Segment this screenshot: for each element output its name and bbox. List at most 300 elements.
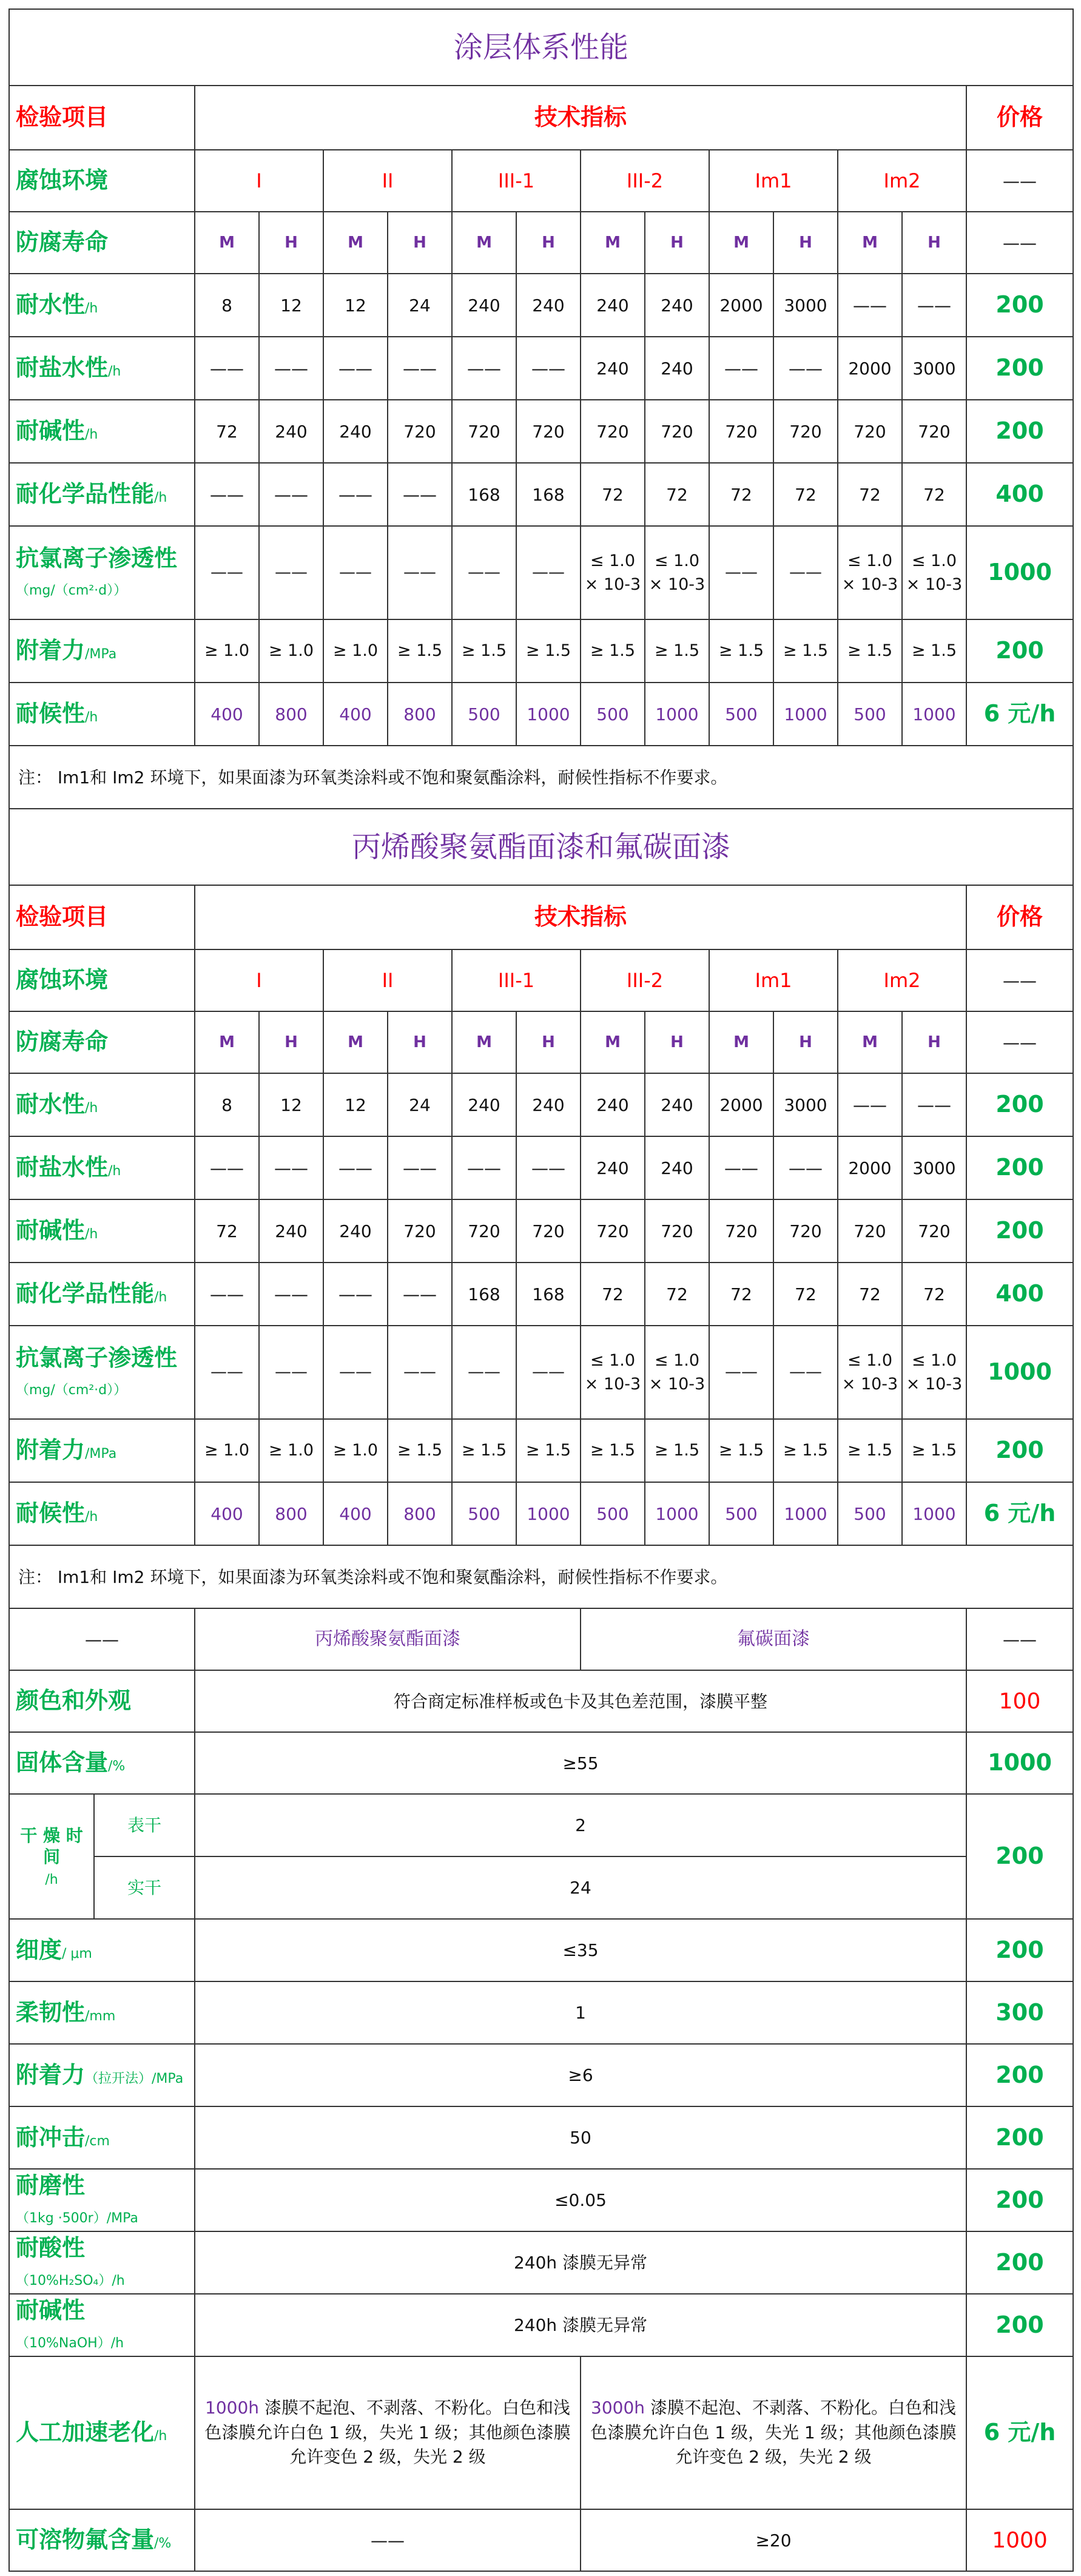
grade-cell: H bbox=[388, 212, 452, 274]
value-cell: 2000 bbox=[838, 1136, 902, 1199]
value-cell: 500 bbox=[452, 683, 516, 746]
property-row bbox=[9, 400, 1073, 463]
value-cell: 72 bbox=[195, 400, 259, 463]
surface-dry-label: 表干 bbox=[94, 1794, 195, 1856]
property-label: 耐化学品性能/h bbox=[9, 1263, 195, 1326]
fluorine-price: 1000 bbox=[966, 2509, 1073, 2571]
value-cell: —— bbox=[516, 1136, 581, 1199]
value-cell: 240 bbox=[581, 1136, 645, 1199]
env-cell: III-2 bbox=[581, 949, 709, 1011]
value-cell: 1000 bbox=[773, 1482, 838, 1545]
acid-row bbox=[9, 2231, 1073, 2294]
grade-cell: H bbox=[902, 212, 966, 274]
value-cell: 240 bbox=[259, 400, 323, 463]
property-row bbox=[9, 1482, 1073, 1545]
flexibility-row bbox=[9, 1981, 1073, 2044]
env-label: 腐蚀环境 bbox=[9, 949, 195, 1011]
value-cell: 240 bbox=[581, 1073, 645, 1136]
acrylic-ageing-value: 1000h 漆膜不起泡、不剥落、不粉化。白色和浅色漆膜允许白色 1 级，失光 1 级；其他颜色漆膜允许变色 2 级，失光 2 级 bbox=[195, 2356, 581, 2509]
value-cell: —— bbox=[259, 1326, 323, 1419]
value-cell: 72 bbox=[709, 1263, 773, 1326]
value-cell: 500 bbox=[581, 1482, 645, 1545]
fluorocarbon-fluorine-value: ≥20 bbox=[581, 2509, 966, 2571]
value-cell: 240 bbox=[452, 1073, 516, 1136]
value-cell: ≤ 1.0× 10-3 bbox=[838, 526, 902, 619]
dry-time-label: 干 燥 时 间 /h bbox=[9, 1794, 94, 1919]
env-row bbox=[9, 150, 1073, 212]
value-cell: —— bbox=[195, 337, 259, 400]
value-cell: 168 bbox=[452, 1263, 516, 1326]
subheader-dash: —— bbox=[9, 1608, 195, 1670]
value-cell: 2000 bbox=[709, 1073, 773, 1136]
env-cell: III-1 bbox=[452, 150, 581, 212]
property-row bbox=[9, 1136, 1073, 1199]
value-cell: 72 bbox=[773, 463, 838, 526]
env-cell: Im1 bbox=[709, 949, 838, 1011]
property-label: 抗氯离子渗透性（mg/（cm²·d）） bbox=[9, 1326, 195, 1419]
property-label: 耐候性/h bbox=[9, 1482, 195, 1545]
property-label: 附着力/MPa bbox=[9, 619, 195, 683]
value-cell: 240 bbox=[516, 274, 581, 337]
value-cell: 240 bbox=[645, 1136, 709, 1199]
grade-cell: H bbox=[516, 212, 581, 274]
grade-cell: M bbox=[195, 1011, 259, 1073]
value-cell: 1000 bbox=[645, 1482, 709, 1545]
grade-cell: H bbox=[516, 1011, 581, 1073]
alkali-row bbox=[9, 2294, 1073, 2356]
env-cell: III-2 bbox=[581, 150, 709, 212]
life-label: 防腐寿命 bbox=[9, 1011, 195, 1073]
surface-dry-value: 2 bbox=[195, 1794, 966, 1856]
acid-value: 240h 漆膜无异常 bbox=[195, 2231, 966, 2294]
env-cell: Im2 bbox=[838, 150, 966, 212]
property-row bbox=[9, 1199, 1073, 1263]
value-cell: 12 bbox=[323, 1073, 388, 1136]
value-cell: 1000 bbox=[516, 1482, 581, 1545]
value-cell: —— bbox=[709, 1136, 773, 1199]
value-cell: ≤ 1.0× 10-3 bbox=[581, 526, 645, 619]
grade-cell: H bbox=[645, 1011, 709, 1073]
property-row bbox=[9, 337, 1073, 400]
value-cell: ≥ 1.5 bbox=[773, 1419, 838, 1482]
value-cell: —— bbox=[516, 337, 581, 400]
value-cell: ≥ 1.0 bbox=[259, 619, 323, 683]
value-cell: 3000 bbox=[773, 1073, 838, 1136]
value-cell: —— bbox=[452, 526, 516, 619]
value-cell: 720 bbox=[645, 1199, 709, 1263]
value-cell: ≥ 1.0 bbox=[195, 1419, 259, 1482]
fineness-row bbox=[9, 1919, 1073, 1981]
property-label: 耐水性/h bbox=[9, 274, 195, 337]
value-cell: 1000 bbox=[902, 1482, 966, 1545]
value-cell: 500 bbox=[838, 683, 902, 746]
value-cell: ≥ 1.5 bbox=[388, 1419, 452, 1482]
value-cell: 720 bbox=[388, 1199, 452, 1263]
value-cell: ≥ 1.5 bbox=[581, 1419, 645, 1482]
color-value: 符合商定标准样板或色卡及其色差范围，漆膜平整 bbox=[195, 1670, 966, 1732]
alkali-label: 耐碱性 （10%NaOH）/h bbox=[9, 2294, 195, 2356]
value-cell: 3000 bbox=[902, 1136, 966, 1199]
table-note: 注： Im1和 Im2 环境下，如果面漆为环氧类涂料或不饱和聚氨酯涂料，耐候性指标不作要求。 bbox=[9, 746, 1073, 809]
value-cell: —— bbox=[323, 1136, 388, 1199]
flexibility-label: 柔韧性/mm bbox=[9, 1981, 195, 2044]
alkali-price: 200 bbox=[966, 2294, 1073, 2356]
dry-hard-row bbox=[9, 1856, 1073, 1919]
value-cell: 240 bbox=[259, 1199, 323, 1263]
value-cell: ≥ 1.5 bbox=[709, 619, 773, 683]
value-cell: —— bbox=[452, 1136, 516, 1199]
color-label: 颜色和外观 bbox=[9, 1670, 195, 1732]
fineness-value: ≤35 bbox=[195, 1919, 966, 1981]
property-row bbox=[9, 1073, 1073, 1136]
value-cell: 400 bbox=[323, 1482, 388, 1545]
hard-dry-label: 实干 bbox=[94, 1856, 195, 1919]
life-price: —— bbox=[966, 212, 1073, 274]
value-cell: 720 bbox=[581, 400, 645, 463]
property-row bbox=[9, 526, 1073, 619]
price-cell: 200 bbox=[966, 1419, 1073, 1482]
impact-value: 50 bbox=[195, 2106, 966, 2169]
value-cell: ≤ 1.0× 10-3 bbox=[838, 1326, 902, 1419]
solid-row bbox=[9, 1732, 1073, 1794]
value-cell: 72 bbox=[838, 1263, 902, 1326]
value-cell: 800 bbox=[388, 1482, 452, 1545]
property-label: 耐化学品性能/h bbox=[9, 463, 195, 526]
value-cell: 72 bbox=[773, 1263, 838, 1326]
value-cell: 72 bbox=[709, 463, 773, 526]
value-cell: —— bbox=[195, 1136, 259, 1199]
spec-header: 技术指标 bbox=[195, 885, 966, 949]
value-cell: —— bbox=[195, 463, 259, 526]
value-cell: 72 bbox=[581, 463, 645, 526]
env-cell: I bbox=[195, 949, 323, 1011]
table-title: 丙烯酸聚氨酯面漆和氟碳面漆 bbox=[9, 809, 1073, 885]
value-cell: —— bbox=[259, 337, 323, 400]
value-cell: 12 bbox=[323, 274, 388, 337]
property-row bbox=[9, 1419, 1073, 1482]
value-cell: ≥ 1.5 bbox=[709, 1419, 773, 1482]
value-cell: 72 bbox=[645, 463, 709, 526]
value-cell: —— bbox=[709, 526, 773, 619]
value-cell: 720 bbox=[645, 400, 709, 463]
property-label: 附着力/MPa bbox=[9, 1419, 195, 1482]
value-cell: 720 bbox=[516, 1199, 581, 1263]
value-cell: —— bbox=[452, 1326, 516, 1419]
env-cell: Im2 bbox=[838, 949, 966, 1011]
value-cell: 800 bbox=[259, 1482, 323, 1545]
value-cell: 240 bbox=[323, 1199, 388, 1263]
hard-dry-value: 24 bbox=[195, 1856, 966, 1919]
value-cell: ≥ 1.5 bbox=[388, 619, 452, 683]
wear-price: 200 bbox=[966, 2169, 1073, 2231]
color-price: 100 bbox=[966, 1670, 1073, 1732]
grade-cell: M bbox=[581, 1011, 645, 1073]
value-cell: 168 bbox=[516, 1263, 581, 1326]
value-cell: 500 bbox=[709, 1482, 773, 1545]
value-cell: —— bbox=[195, 1326, 259, 1419]
price-cell: 1000 bbox=[966, 526, 1073, 619]
value-cell: ≥ 1.0 bbox=[323, 1419, 388, 1482]
flexibility-value: 1 bbox=[195, 1981, 966, 2044]
value-cell: 72 bbox=[902, 1263, 966, 1326]
value-cell: 1000 bbox=[773, 683, 838, 746]
value-cell: 1000 bbox=[645, 683, 709, 746]
value-cell: —— bbox=[388, 1263, 452, 1326]
value-cell: ≤ 1.0× 10-3 bbox=[581, 1326, 645, 1419]
life-row bbox=[9, 1011, 1073, 1073]
property-row bbox=[9, 619, 1073, 683]
property-label: 耐碱性/h bbox=[9, 400, 195, 463]
value-cell: ≥ 1.0 bbox=[195, 619, 259, 683]
property-row bbox=[9, 683, 1073, 746]
value-cell: ≥ 1.5 bbox=[452, 619, 516, 683]
wear-value: ≤0.05 bbox=[195, 2169, 966, 2231]
value-cell: 720 bbox=[902, 400, 966, 463]
value-cell: —— bbox=[259, 463, 323, 526]
value-cell: 240 bbox=[645, 274, 709, 337]
grade-cell: M bbox=[838, 1011, 902, 1073]
value-cell: —— bbox=[773, 1136, 838, 1199]
dry-surface-row bbox=[9, 1794, 1073, 1856]
value-cell: ≥ 1.5 bbox=[452, 1419, 516, 1482]
ageing-label: 人工加速老化/h bbox=[9, 2356, 195, 2509]
value-cell: —— bbox=[838, 274, 902, 337]
topcoat-subheader-row bbox=[9, 1608, 1073, 1670]
grade-cell: M bbox=[323, 212, 388, 274]
price-cell: 6 元/h bbox=[966, 683, 1073, 746]
coating-system-table bbox=[8, 8, 1074, 809]
life-price: —— bbox=[966, 1011, 1073, 1073]
value-cell: ≥ 1.5 bbox=[902, 619, 966, 683]
value-cell: 720 bbox=[516, 400, 581, 463]
solid-price: 1000 bbox=[966, 1732, 1073, 1794]
value-cell: 720 bbox=[581, 1199, 645, 1263]
grade-cell: M bbox=[452, 212, 516, 274]
fluorocarbon-ageing-value: 3000h 漆膜不起泡、不剥落、不粉化。白色和浅色漆膜允许白色 1 级，失光 1 级；其他颜色漆膜允许变色 2 级，失光 2 级 bbox=[581, 2356, 966, 2509]
life-label: 防腐寿命 bbox=[9, 212, 195, 274]
value-cell: 500 bbox=[452, 1482, 516, 1545]
value-cell: —— bbox=[773, 337, 838, 400]
grade-cell: M bbox=[709, 1011, 773, 1073]
fineness-price: 200 bbox=[966, 1919, 1073, 1981]
value-cell: 400 bbox=[195, 1482, 259, 1545]
value-cell: —— bbox=[323, 1326, 388, 1419]
value-cell: 24 bbox=[388, 1073, 452, 1136]
spec-header: 技术指标 bbox=[195, 86, 966, 150]
value-cell: ≤ 1.0× 10-3 bbox=[902, 1326, 966, 1419]
fluorine-label: 可溶物氟含量/% bbox=[9, 2509, 195, 2571]
property-label: 耐候性/h bbox=[9, 683, 195, 746]
value-cell: ≥ 1.5 bbox=[645, 1419, 709, 1482]
alkali-value: 240h 漆膜无异常 bbox=[195, 2294, 966, 2356]
value-cell: 240 bbox=[516, 1073, 581, 1136]
property-label: 耐盐水性/h bbox=[9, 337, 195, 400]
value-cell: 720 bbox=[902, 1199, 966, 1263]
value-cell: 24 bbox=[388, 274, 452, 337]
fineness-label: 细度/ μm bbox=[9, 1919, 195, 1981]
value-cell: 240 bbox=[645, 1073, 709, 1136]
value-cell: —— bbox=[323, 1263, 388, 1326]
fluorocarbon-topcoat-header: 氟碳面漆 bbox=[581, 1608, 966, 1670]
value-cell: —— bbox=[452, 337, 516, 400]
value-cell: 2000 bbox=[709, 274, 773, 337]
value-cell: 500 bbox=[709, 683, 773, 746]
property-row bbox=[9, 1326, 1073, 1419]
value-cell: 1000 bbox=[516, 683, 581, 746]
price-cell: 200 bbox=[966, 337, 1073, 400]
value-cell: —— bbox=[259, 1136, 323, 1199]
value-cell: ≤ 1.0× 10-3 bbox=[645, 526, 709, 619]
price-cell: 400 bbox=[966, 463, 1073, 526]
value-cell: 400 bbox=[195, 683, 259, 746]
item-header: 检验项目 bbox=[9, 86, 195, 150]
grade-cell: M bbox=[323, 1011, 388, 1073]
value-cell: —— bbox=[773, 1326, 838, 1419]
value-cell: 720 bbox=[773, 1199, 838, 1263]
grade-cell: H bbox=[773, 212, 838, 274]
value-cell: ≥ 1.5 bbox=[838, 1419, 902, 1482]
value-cell: —— bbox=[902, 1073, 966, 1136]
price-cell: 200 bbox=[966, 619, 1073, 683]
value-cell: 72 bbox=[195, 1199, 259, 1263]
property-label: 耐碱性/h bbox=[9, 1199, 195, 1263]
value-cell: —— bbox=[323, 526, 388, 619]
value-cell: 240 bbox=[452, 274, 516, 337]
grade-cell: H bbox=[259, 212, 323, 274]
price-cell: 200 bbox=[966, 274, 1073, 337]
grade-cell: H bbox=[902, 1011, 966, 1073]
life-row bbox=[9, 212, 1073, 274]
value-cell: ≤ 1.0× 10-3 bbox=[645, 1326, 709, 1419]
value-cell: —— bbox=[323, 463, 388, 526]
value-cell: —— bbox=[388, 463, 452, 526]
value-cell: 72 bbox=[645, 1263, 709, 1326]
item-header: 检验项目 bbox=[9, 885, 195, 949]
env-cell: II bbox=[323, 150, 452, 212]
color-row bbox=[9, 1670, 1073, 1732]
property-row bbox=[9, 274, 1073, 337]
env-price: —— bbox=[966, 949, 1073, 1011]
env-label: 腐蚀环境 bbox=[9, 150, 195, 212]
value-cell: 1000 bbox=[902, 683, 966, 746]
dry-time-price: 200 bbox=[966, 1794, 1073, 1919]
wear-label: 耐磨性 （1kg ·500r）/MPa bbox=[9, 2169, 195, 2231]
price-header: 价格 bbox=[966, 86, 1073, 150]
price-cell: 200 bbox=[966, 1073, 1073, 1136]
property-row bbox=[9, 463, 1073, 526]
value-cell: ≥ 1.5 bbox=[902, 1419, 966, 1482]
adhesion-row bbox=[9, 2044, 1073, 2106]
value-cell: 720 bbox=[452, 1199, 516, 1263]
acrylic-fluorine-value: —— bbox=[195, 2509, 581, 2571]
value-cell: 240 bbox=[323, 400, 388, 463]
grade-cell: H bbox=[259, 1011, 323, 1073]
env-cell: III-1 bbox=[452, 949, 581, 1011]
value-cell: 500 bbox=[581, 683, 645, 746]
value-cell: 72 bbox=[902, 463, 966, 526]
value-cell: ≥ 1.5 bbox=[516, 619, 581, 683]
value-cell: ≥ 1.5 bbox=[581, 619, 645, 683]
topcoat-table bbox=[8, 808, 1074, 2572]
grade-cell: M bbox=[838, 212, 902, 274]
value-cell: —— bbox=[709, 1326, 773, 1419]
table-title: 涂层体系性能 bbox=[9, 9, 1073, 86]
value-cell: 400 bbox=[323, 683, 388, 746]
impact-row bbox=[9, 2106, 1073, 2169]
property-label: 耐水性/h bbox=[9, 1073, 195, 1136]
value-cell: 168 bbox=[452, 463, 516, 526]
value-cell: ≥ 1.5 bbox=[773, 619, 838, 683]
value-cell: 240 bbox=[581, 274, 645, 337]
value-cell: 8 bbox=[195, 1073, 259, 1136]
ageing-price: 6 元/h bbox=[966, 2356, 1073, 2509]
grade-cell: M bbox=[452, 1011, 516, 1073]
value-cell: 72 bbox=[838, 463, 902, 526]
ageing-row bbox=[9, 2356, 1073, 2509]
value-cell: —— bbox=[323, 337, 388, 400]
impact-label: 耐冲击/cm bbox=[9, 2106, 195, 2169]
value-cell: 720 bbox=[709, 400, 773, 463]
value-cell: 8 bbox=[195, 274, 259, 337]
price-cell: 400 bbox=[966, 1263, 1073, 1326]
value-cell: —— bbox=[773, 526, 838, 619]
value-cell: 72 bbox=[581, 1263, 645, 1326]
acrylic-topcoat-header: 丙烯酸聚氨酯面漆 bbox=[195, 1608, 581, 1670]
grade-cell: M bbox=[195, 212, 259, 274]
value-cell: 720 bbox=[452, 400, 516, 463]
value-cell: —— bbox=[388, 526, 452, 619]
value-cell: 720 bbox=[838, 400, 902, 463]
adhesion-value: ≥6 bbox=[195, 2044, 966, 2106]
value-cell: ≥ 1.0 bbox=[259, 1419, 323, 1482]
env-cell: I bbox=[195, 150, 323, 212]
value-cell: 800 bbox=[259, 683, 323, 746]
grade-cell: M bbox=[581, 212, 645, 274]
value-cell: ≥ 1.0 bbox=[323, 619, 388, 683]
price-header: 价格 bbox=[966, 885, 1073, 949]
value-cell: —— bbox=[195, 526, 259, 619]
value-cell: —— bbox=[388, 1326, 452, 1419]
value-cell: —— bbox=[195, 1263, 259, 1326]
value-cell: —— bbox=[838, 1073, 902, 1136]
value-cell: 3000 bbox=[902, 337, 966, 400]
value-cell: 720 bbox=[709, 1199, 773, 1263]
acid-label: 耐酸性 （10%H₂SO₄）/h bbox=[9, 2231, 195, 2294]
wear-row bbox=[9, 2169, 1073, 2231]
value-cell: —— bbox=[709, 337, 773, 400]
value-cell: —— bbox=[902, 274, 966, 337]
value-cell: ≤ 1.0× 10-3 bbox=[902, 526, 966, 619]
price-cell: 200 bbox=[966, 1136, 1073, 1199]
value-cell: —— bbox=[259, 1263, 323, 1326]
env-price: —— bbox=[966, 150, 1073, 212]
impact-price: 200 bbox=[966, 2106, 1073, 2169]
value-cell: —— bbox=[516, 526, 581, 619]
grade-cell: H bbox=[773, 1011, 838, 1073]
table-note: 注： Im1和 Im2 环境下，如果面漆为环氧类涂料或不饱和聚氨酯涂料，耐候性指标不作要求。 bbox=[9, 1545, 1073, 1608]
grade-cell: H bbox=[645, 212, 709, 274]
acid-price: 200 bbox=[966, 2231, 1073, 2294]
property-row bbox=[9, 1263, 1073, 1326]
price-cell: 200 bbox=[966, 400, 1073, 463]
value-cell: 3000 bbox=[773, 274, 838, 337]
env-row bbox=[9, 949, 1073, 1011]
value-cell: —— bbox=[388, 1136, 452, 1199]
value-cell: 240 bbox=[645, 337, 709, 400]
value-cell: 168 bbox=[516, 463, 581, 526]
env-cell: II bbox=[323, 949, 452, 1011]
value-cell: 240 bbox=[581, 337, 645, 400]
